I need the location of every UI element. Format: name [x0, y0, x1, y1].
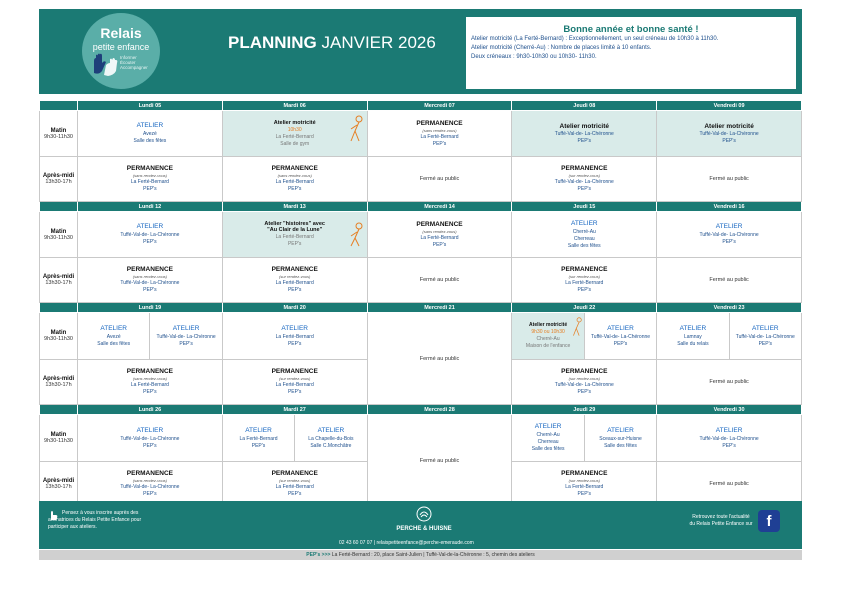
footer-register-note: Pensez à vous inscrire auprès des animatrices du Relais Petite Enfance pour participer aux ateliers. — [48, 510, 142, 530]
day-header: Lundi 05 — [78, 101, 223, 111]
closed-cell: Fermé au public — [367, 415, 512, 507]
climbing-child-icon — [349, 115, 363, 143]
schedule-cell: PERMANENCE (sans rendez-vous) Tuffé-Val-de- La-Chéronne PEP's — [78, 462, 223, 507]
day-header: Mercredi 21 — [367, 303, 512, 313]
schedule-cell: PERMANENCE (sur rendez-vous) Tuffé-Val-de- La-Chéronne PEP's — [512, 360, 657, 405]
schedule-cell: ATELIER La Ferté-Bernard PEP's ATELIER La Chapelle-du-Bois Salle C.Monchâtre — [222, 415, 367, 462]
footer-contact: 02 43 60 07 07 | relaispetiteenfance@perche-emeraude.com — [339, 540, 474, 546]
schedule-cell: ATELIER Tuffé-Val-de- La-Chéronne PEP's — [78, 415, 223, 462]
schedule-cell: Atelier motricité 10h30 La Ferté-Bernard Salle de gym — [222, 111, 367, 157]
schedule-cell: PERMANENCE (sur rendez-vous) La Ferté-Bernard PEP's — [222, 258, 367, 303]
schedule-cell: ATELIER Cherré-Au Cherreau Salle des fêtes — [512, 212, 657, 258]
afternoon-label: Après-midi 13h30-17h — [40, 258, 78, 303]
schedule-cell: ATELIER Avezé Salle des fêtes — [78, 111, 223, 157]
day-header: Jeudi 08 — [512, 101, 657, 111]
closed-cell: Fermé au public — [657, 157, 802, 202]
day-header: Lundi 26 — [78, 405, 223, 415]
schedule-cell: ATELIER La Ferté-Bernard PEP's — [222, 313, 367, 360]
schedule-cell: PERMANENCE (sans rendez-vous) La Ferté-Bernard PEP's — [78, 360, 223, 405]
logo-subtitle: petite enfance — [92, 42, 150, 52]
schedule-cell: PERMANENCE (sans rendez-vous) La Ferté-Bernard PEP's — [222, 157, 367, 202]
day-header: Mardi 06 — [222, 101, 367, 111]
schedule-cell: Atelier motricité 9h30 ou 10h30 Cherré-Au Maison de l'enfance ATELIER Tuffé-Val-de- La-Chéronne PEP's — [512, 313, 657, 360]
announcement-line: Deux créneaux : 9h30-10h30 ou 10h30- 11h30. — [471, 54, 597, 60]
schedule-cell: PERMANENCE (sans rendez-vous) Tuffé-Val-de- La-Chéronne PEP's — [78, 258, 223, 303]
schedule-cell: PERMANENCE (sur rendez-vous) La Ferté-Bernard PEP's — [512, 258, 657, 303]
schedule-cell: PERMANENCE (sans rendez-vous) La Ferté-Bernard PEP's — [367, 212, 512, 258]
logo-title: Relais — [100, 25, 142, 41]
schedule-cell: Atelier "histoires" avec "Au Clair de la Lune" La Ferté-Bernard PEP's — [222, 212, 367, 258]
day-header: Mercredi 14 — [367, 202, 512, 212]
day-header: Mercredi 28 — [367, 405, 512, 415]
afternoon-label: Après-midi 13h30-17h — [40, 157, 78, 202]
facebook-icon[interactable]: f — [758, 510, 780, 532]
closed-cell: Fermé au public — [367, 313, 512, 405]
day-header: Vendredi 16 — [657, 202, 802, 212]
perche-emblem-icon — [416, 506, 432, 522]
schedule-cell: Atelier motricité Tuffé-Val-de- La-Chéronne PEP's — [512, 111, 657, 157]
schedule-cell: ATELIER Tuffé-Val-de- La-Chéronne PEP's — [657, 212, 802, 258]
schedule-cell: ATELIER Cherré-Au Cherreau Salle des fêtes ATELIER Sceaux-sur-Huisne Salle des fêtes — [512, 415, 657, 462]
closed-cell: Fermé au public — [367, 157, 512, 202]
planning-table — [39, 100, 802, 507]
week-header — [40, 202, 802, 212]
announcement-line: Atelier motricité (Cherré-Au) : Nombre de places limité à 10 enfants. — [471, 45, 652, 51]
day-header: Mardi 20 — [222, 303, 367, 313]
closed-cell: Fermé au public — [657, 462, 802, 507]
schedule-cell: PERMANENCE (sur rendez-vous) La Ferté-Bernard PEP's — [222, 462, 367, 507]
day-header: Mardi 13 — [222, 202, 367, 212]
announcement-box — [466, 17, 796, 89]
day-header: Mardi 27 — [222, 405, 367, 415]
footer-social-note: Retrouvez toute l'actualité du Relais Petite Enfance sur — [689, 514, 753, 527]
morning-label: Matin 9h30-11h30 — [40, 111, 78, 157]
week-header — [40, 303, 802, 313]
day-header: Vendredi 23 — [657, 303, 802, 313]
page-title: PLANNING JANVIER 2026 — [228, 33, 436, 52]
announcement-heading: Bonne année et bonne santé ! — [563, 24, 699, 35]
logo-tagline: Informer Écouter Accompagner — [120, 55, 148, 70]
schedule-cell: PERMANENCE (sur rendez-vous) La Ferté-Bernard PEP's — [222, 360, 367, 405]
morning-label: Matin 9h30-11h30 — [40, 212, 78, 258]
day-header: Jeudi 29 — [512, 405, 657, 415]
day-header: Lundi 19 — [78, 303, 223, 313]
closed-cell: Fermé au public — [657, 258, 802, 303]
schedule-cell: ATELIER Tuffé-Val-de- La-Chéronne PEP's — [78, 212, 223, 258]
perche-huisne-logo: PERCHE & HUISNE — [388, 504, 460, 532]
week-header — [40, 101, 802, 111]
announcement-line: Atelier motricité (La Ferté-Bernard) : Exceptionnellement, un seul créneau de 10h30 à 11h30. — [471, 36, 719, 42]
schedule-cell: ATELIER Avezé Salle des fêtes ATELIER Tuffé-Val-de- La-Chéronne PEP's — [78, 313, 223, 360]
morning-label: Matin 9h30-11h30 — [40, 415, 78, 462]
day-header: Jeudi 22 — [512, 303, 657, 313]
relais-logo — [82, 13, 160, 89]
schedule-cell: ATELIER Lamnay Salle du relais ATELIER Tuffé-Val-de- La-Chéronne PEP's — [657, 313, 802, 360]
schedule-cell: ATELIER Tuffé-Val-de- La-Chéronne PEP's — [657, 415, 802, 462]
day-header: Lundi 12 — [78, 202, 223, 212]
schedule-cell: PERMANENCE (sans rendez-vous) La Ferté-Bernard PEP's — [367, 111, 512, 157]
closed-cell: Fermé au public — [657, 360, 802, 405]
story-child-icon — [349, 222, 363, 248]
schedule-cell: Atelier motricité Tuffé-Val-de- La-Chéronne PEP's — [657, 111, 802, 157]
schedule-cell: PERMANENCE (sans rendez-vous) La Ferté-Bernard PEP's — [78, 157, 223, 202]
afternoon-label: Après-midi 13h30-17h — [40, 360, 78, 405]
week-header — [40, 405, 802, 415]
climbing-child-icon — [572, 316, 582, 338]
schedule-cell: PERMANENCE (sur rendez-vous) La Ferté-Bernard PEP's — [512, 462, 657, 507]
closed-cell: Fermé au public — [367, 258, 512, 303]
day-header: Jeudi 15 — [512, 202, 657, 212]
afternoon-label: Après-midi 13h30-17h — [40, 462, 78, 507]
day-header: Vendredi 09 — [657, 101, 802, 111]
morning-label: Matin 9h30-11h30 — [40, 313, 78, 360]
hands-icon — [90, 51, 120, 77]
pep-addresses: PEP's >>> La Ferté-Bernard : 20, place Saint-Julien | Tuffé-Val-de-la-Chéronne : 5, chemin des ateliers — [39, 550, 802, 560]
day-header: Vendredi 30 — [657, 405, 802, 415]
schedule-cell: PERMANENCE (sur rendez-vous) Tuffé-Val-de- La-Chéronne PEP's — [512, 157, 657, 202]
day-header: Mercredi 07 — [367, 101, 512, 111]
